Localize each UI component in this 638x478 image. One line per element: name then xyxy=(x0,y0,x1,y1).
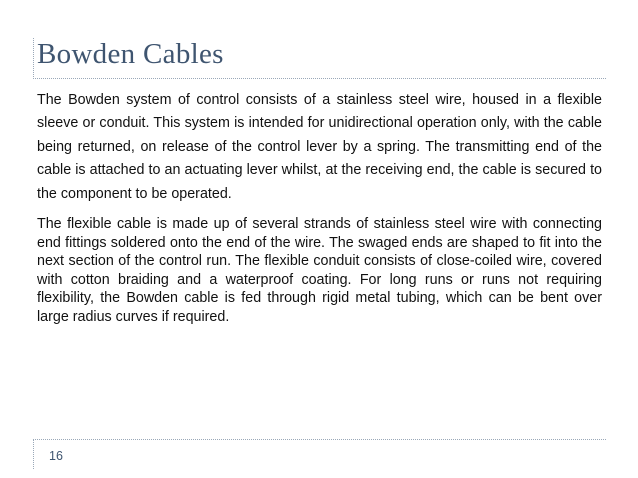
title-divider xyxy=(33,78,606,79)
title-divider-vertical xyxy=(33,38,34,79)
footer-divider-vertical xyxy=(33,439,34,469)
slide-title: Bowden Cables xyxy=(37,38,224,70)
body-paragraph-2: The flexible cable is made up of several strands of stainless steel wire with connecting end fittings soldered onto the end of the wire. The swaged ends are shaped to fit into the next section of the control run. The flexible conduit consists of close-coiled wire, covered with cotton braiding and a waterproof coating. For long runs or runs not requiring flexibility, the Bowden cable is fed through rigid metal tubing, which can be bent over large radius curves if required. xyxy=(37,216,602,325)
slide-body xyxy=(37,89,602,327)
body-paragraph-1: The Bowden system of control consists of a stainless steel wire, housed in a flexible sleeve or conduit. This system is intended for unidirectional operation only, with the cable being returned, on release of the control lever by a spring. The transmitting end of the cable is attached to an actuating lever whilst, at the receiving end, the cable is secured to the component to be operated. xyxy=(37,92,602,202)
footer-divider xyxy=(33,439,606,440)
page-number: 16 xyxy=(49,449,63,463)
